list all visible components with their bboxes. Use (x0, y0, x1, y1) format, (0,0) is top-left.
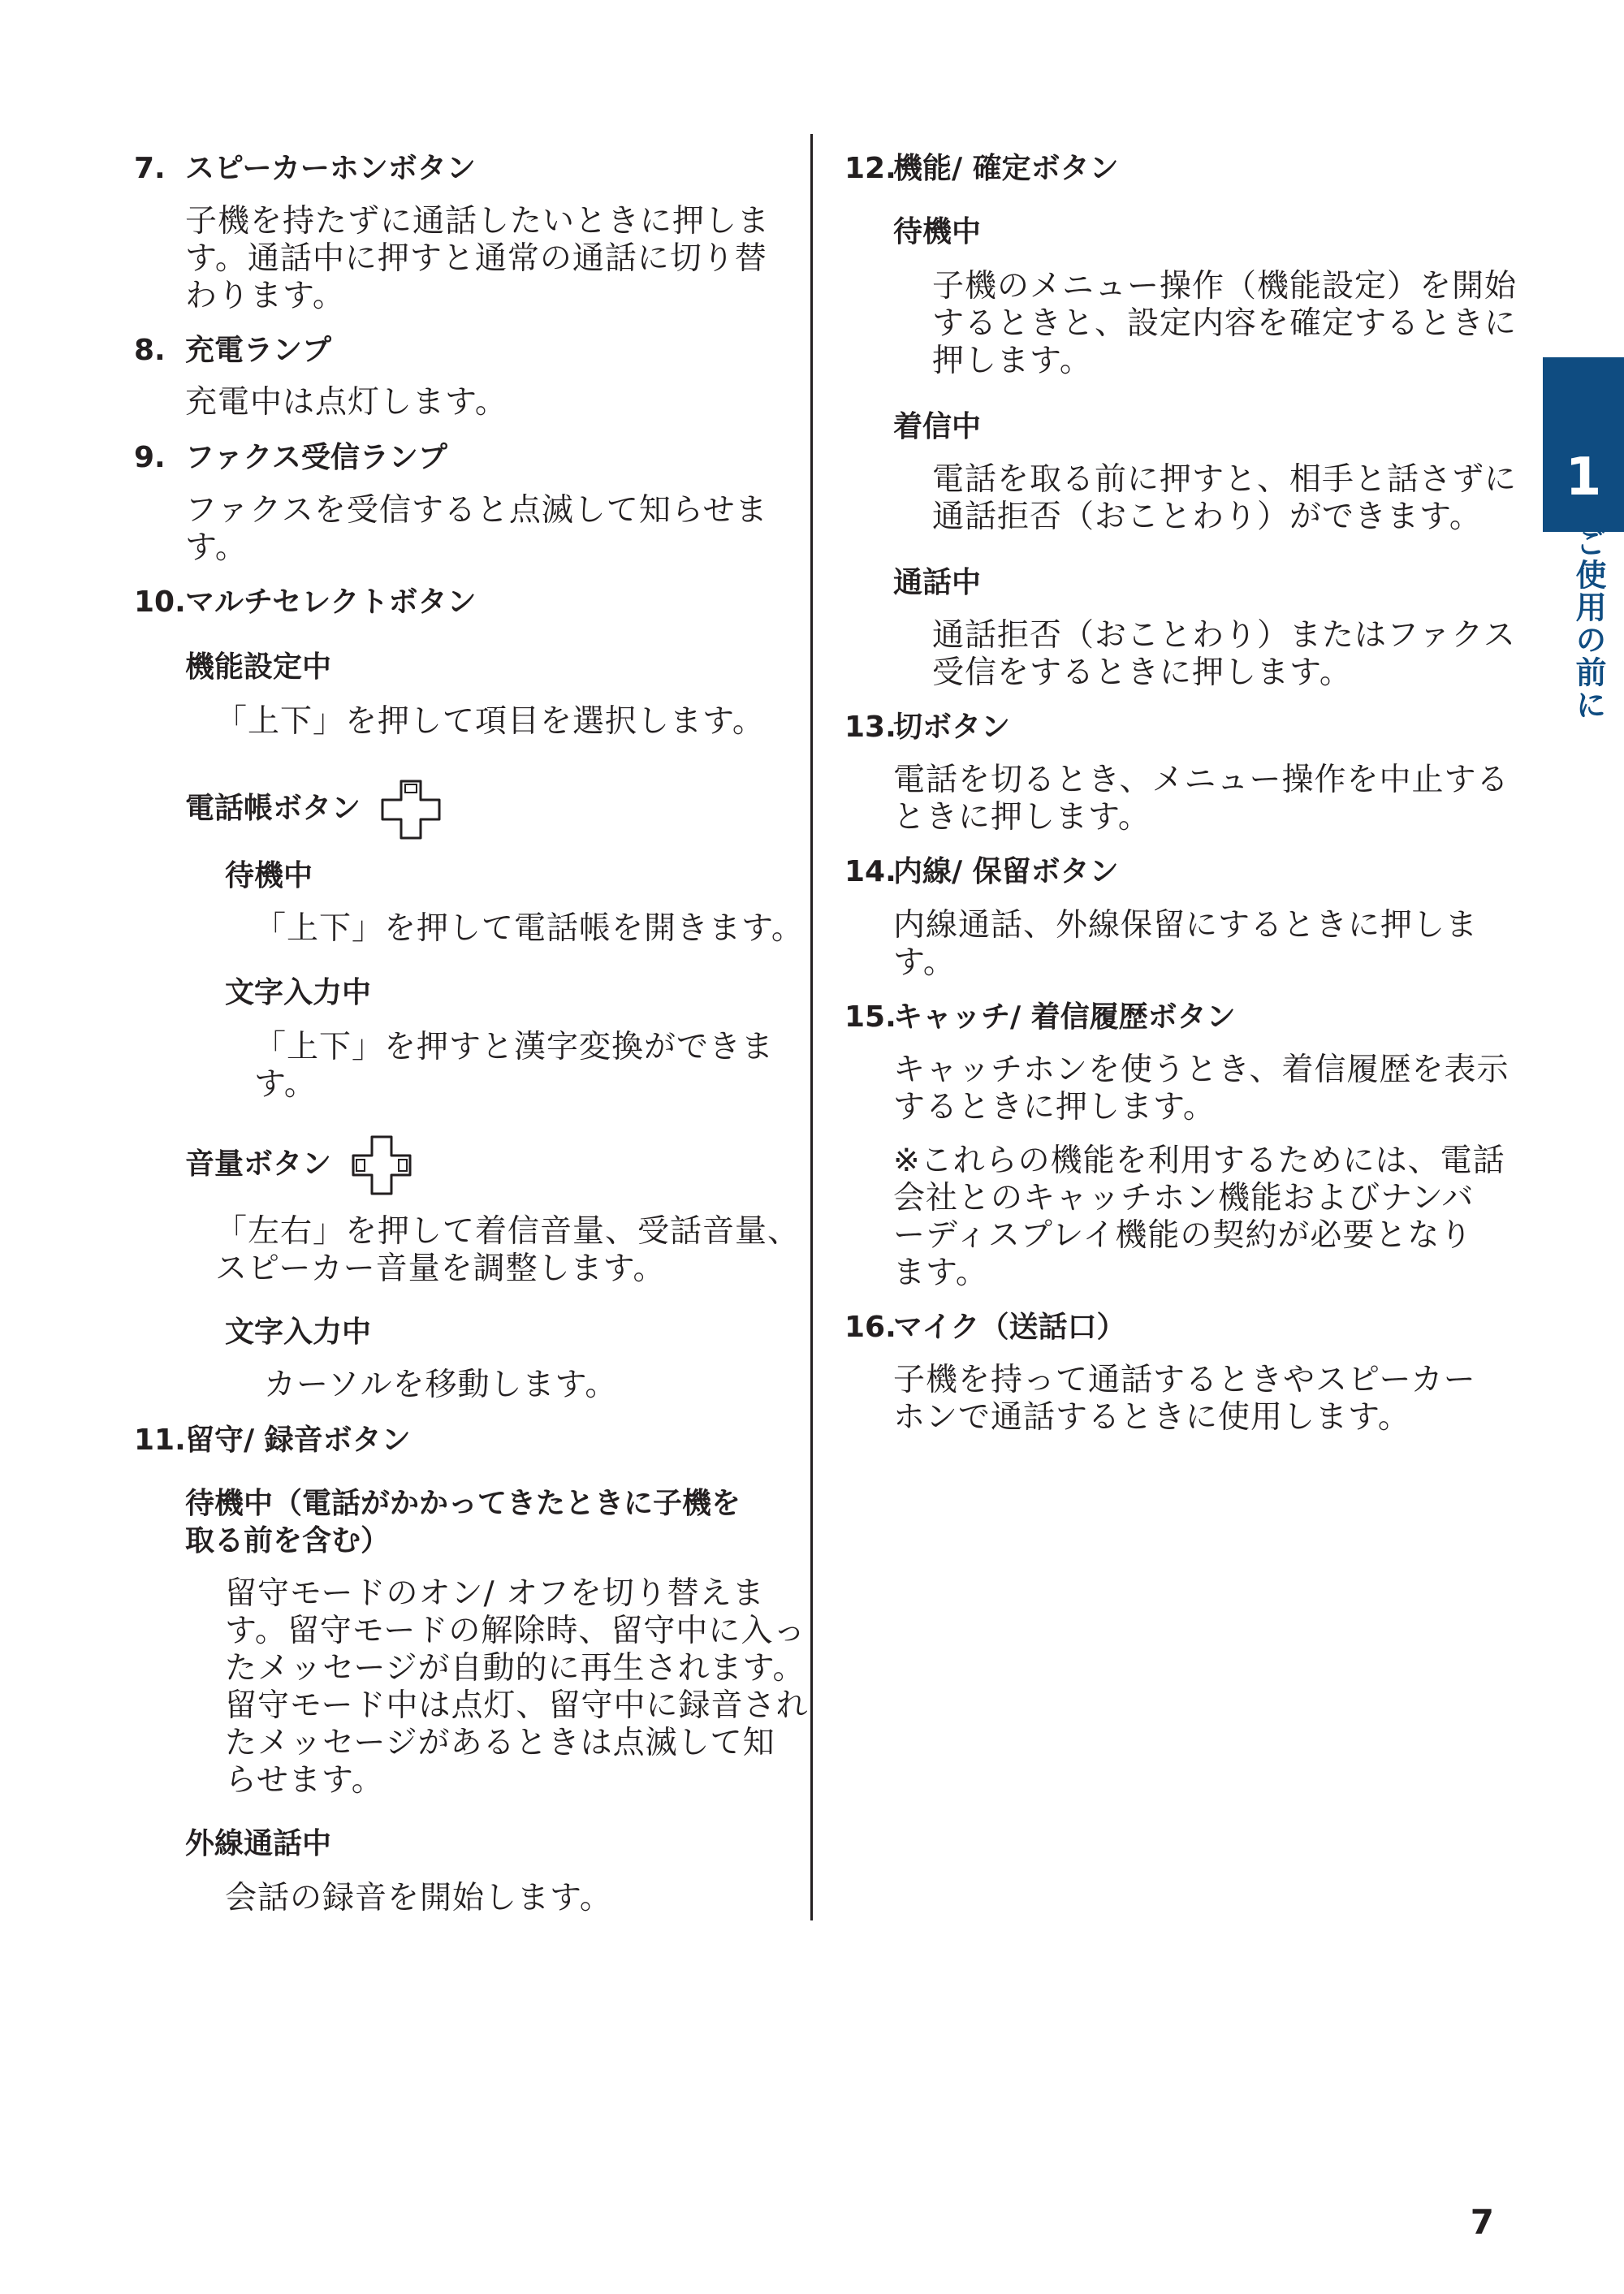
item-number: 12. (844, 152, 896, 185)
item-16-body-line: 子機を持って通話するときやスピーカー (893, 1362, 1476, 1398)
body-line: 受信をするときに押します。 (932, 655, 1352, 691)
item-9-body-line: ファクスを受信すると点滅して知らせま (185, 492, 768, 529)
item-title: ファクス受信ランプ (185, 441, 447, 474)
body-line: 会話の録音を開始します。 (225, 1880, 612, 1916)
subheading-text-input: 文字入力中 (225, 976, 372, 1009)
body-line: カーソルを移動します。 (264, 1367, 618, 1403)
item-15-heading (844, 998, 1236, 1037)
body-line: たメッセージがあるときは点滅して知 (225, 1725, 775, 1761)
body-line: 通話拒否（おことわり）またはファクス (932, 617, 1516, 654)
item-10-heading (134, 583, 477, 622)
item-number: 14. (844, 855, 896, 888)
item-7-body-line: す。通話中に押すと通常の通話に切り替 (185, 240, 767, 277)
item-14-body-line: す。 (893, 944, 956, 981)
item-15-note-line: 会社とのキャッチホン機能およびナンバ (893, 1180, 1475, 1216)
subheading-idle: 待機中 (225, 859, 313, 892)
item-number: 7. (134, 152, 166, 185)
item-16-heading (844, 1308, 1126, 1347)
subheading-in-call: 通話中 (893, 566, 982, 599)
item-title: 留守/ 録音ボタン (185, 1423, 411, 1457)
item-title: マルチセレクトボタン (185, 585, 477, 619)
leftright-cross-icon (350, 1134, 413, 1197)
item-9-body-line: す。 (185, 529, 248, 566)
item-number: 15. (844, 1000, 896, 1034)
item-title: 内線/ 保留ボタン (893, 855, 1119, 888)
body-line: するときと、設定内容を確定するときに (932, 305, 1518, 342)
item-title: 切ボタン (893, 711, 1011, 744)
body-line: 「左右」を押して着信音量、受話音量、 (215, 1213, 801, 1250)
item-number: 16. (844, 1311, 896, 1344)
item-14-body-line: 内線通話、外線保留にするときに押しま (893, 907, 1479, 944)
item-7-heading (134, 149, 476, 188)
item-13-body-line: ときに押します。 (893, 799, 1151, 836)
volume-button-label: 音量ボタン (185, 1147, 332, 1181)
body-line: たメッセージが自動的に再生されます。 (225, 1650, 806, 1687)
item-15-note-line: ーディスプレイ機能の契約が必要となり (893, 1217, 1473, 1254)
item-15-body-line: キャッチホンを使うとき、着信履歴を表示 (893, 1052, 1510, 1088)
body-line: す。 (254, 1066, 317, 1103)
body-line: 「上下」を押すと漢字変換ができま (254, 1029, 775, 1065)
item-7-body-line: わります。 (185, 278, 345, 314)
item-8-body-line: 充電中は点灯します。 (185, 384, 508, 421)
subheading-idle-incoming: 取る前を含む） (185, 1524, 391, 1557)
subheading-text-input: 文字入力中 (225, 1315, 372, 1349)
item-7-body-line: 子機を持たずに通話したいときに押しま (185, 203, 771, 240)
item-title: キャッチ/ 着信履歴ボタン (893, 1000, 1236, 1034)
item-title: スピーカーホンボタン (185, 152, 476, 185)
item-title: 機能/ 確定ボタン (893, 152, 1119, 185)
item-12-heading (844, 149, 1119, 188)
body-line: 留守モードのオン/ オフを切り替えま (225, 1575, 765, 1612)
body-line: 押します。 (932, 343, 1092, 379)
item-number: 8. (134, 334, 166, 367)
body-line: 子機のメニュー操作（機能設定）を開始 (932, 268, 1518, 305)
page-number: 7 (1470, 2202, 1494, 2242)
body-line: 「上下」を押して電話帳を開きます。 (254, 910, 804, 947)
item-13-body-line: 電話を切るとき、メニュー操作を中止する (893, 762, 1510, 798)
chapter-number: 1 (1565, 447, 1602, 508)
item-14-heading (844, 853, 1119, 892)
subheading-incoming: 着信中 (893, 410, 982, 443)
subheading-function-setting: 機能設定中 (185, 650, 332, 684)
item-title: 充電ランプ (185, 334, 332, 367)
item-8-heading (134, 331, 331, 370)
updown-cross-icon (379, 778, 443, 841)
body-line: す。留守モードの解除時、留守中に入っ (225, 1613, 806, 1649)
subheading-volume-button (185, 1134, 413, 1197)
chapter-label: ご使用の前に (1570, 526, 1606, 721)
item-9-heading (134, 438, 447, 477)
item-number: 13. (844, 711, 896, 744)
item-number: 9. (134, 441, 166, 474)
subheading-idle-incoming: 待機中（電話がかかってきたときに子機を (185, 1487, 741, 1520)
item-15-body-line: するときに押します。 (893, 1089, 1216, 1125)
phonebook-button-label: 電話帳ボタン (185, 792, 361, 825)
item-title: マイク（送話口） (893, 1311, 1126, 1344)
body-line: らせます。 (225, 1762, 384, 1799)
item-15-note-line: ※これらの機能を利用するためには、電話 (893, 1143, 1505, 1179)
body-line: 「上下」を押して項目を選択します。 (215, 703, 765, 740)
item-13-heading (844, 708, 1010, 747)
column-divider (810, 134, 813, 1920)
subheading-idle: 待機中 (893, 215, 982, 248)
item-number: 11. (134, 1423, 186, 1457)
item-15-note-line: ます。 (893, 1255, 988, 1291)
subheading-phonebook-button (185, 778, 443, 841)
item-11-heading (134, 1421, 411, 1460)
body-line: 通話拒否（おことわり）ができます。 (932, 499, 1482, 535)
item-number: 10. (134, 585, 186, 619)
subheading-outside-call: 外線通話中 (185, 1827, 332, 1860)
body-line: 留守モード中は点灯、留守中に録音され (225, 1687, 809, 1724)
body-line: 電話を取る前に押すと、相手と話さずに (932, 461, 1518, 498)
body-line: スピーカー音量を調整します。 (215, 1251, 666, 1287)
item-16-body-line: ホンで通話するときに使用します。 (893, 1399, 1410, 1436)
